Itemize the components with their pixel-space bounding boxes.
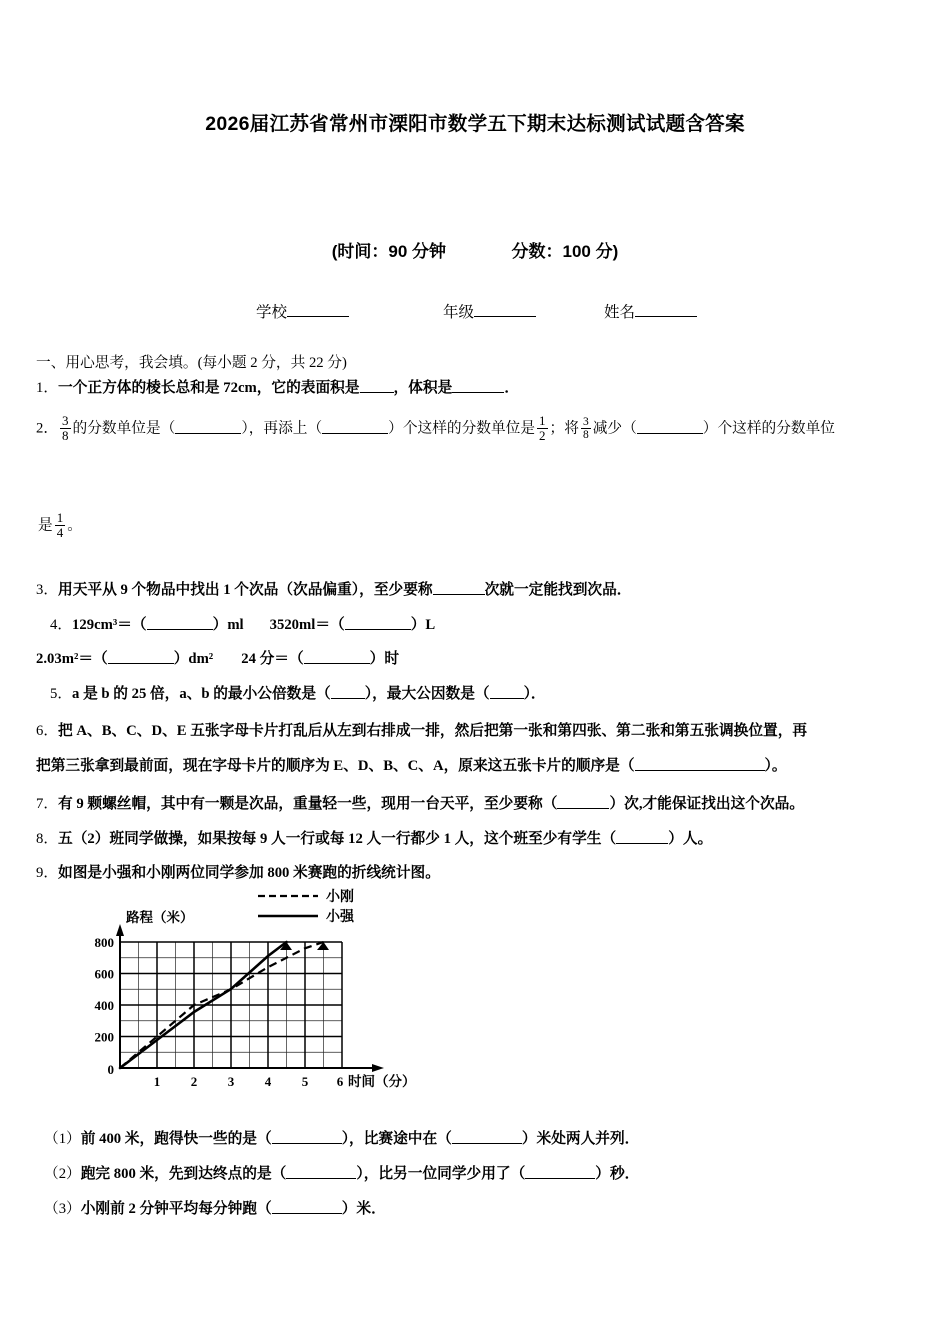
- page-title: 2026届江苏省常州市溧阳市数学五下期末达标测试试题含答案: [205, 113, 745, 135]
- field-name-blank[interactable]: [635, 303, 697, 317]
- q9-3-b: ）米．: [341, 1201, 386, 1217]
- q3-text-b: 次就一定能找到次品．: [484, 582, 632, 598]
- chart-y-ticks: [95, 935, 115, 1077]
- q4-l2-c: 24 分＝（: [241, 651, 304, 667]
- legend-label-xiaogang: 小刚: [326, 888, 354, 904]
- field-school: [256, 300, 349, 322]
- q9-1-blank-2[interactable]: [452, 1131, 522, 1144]
- line-chart-800m-race: [40, 880, 460, 1120]
- q2-text-f: ）个这样的分数单位: [702, 420, 835, 437]
- q2-f1-numerator: 3: [62, 413, 69, 428]
- question-8: [36, 828, 712, 851]
- exam-time-label: (时间：90 分钟: [331, 242, 447, 261]
- q2-text-c: ）个这样的分数单位是: [388, 420, 536, 437]
- q9-2-c: ）秒．: [595, 1166, 640, 1182]
- q4-l1-c: 3520ml＝（: [269, 617, 345, 633]
- q3-blank-1[interactable]: [433, 582, 485, 595]
- q7-number: 7．: [36, 796, 59, 812]
- q2-fraction-3-8: [60, 414, 71, 442]
- q8-text-a: 五（2）班同学做操，如果按每 9 人一行或每 12 人一行都少 1 人，这个班至少有学生（: [58, 831, 617, 847]
- question-4-line1: [50, 614, 435, 637]
- q4-l2-a: 2.03m²＝（: [36, 651, 108, 667]
- q9-1-c: ）米处两人并列．: [521, 1131, 640, 1147]
- q4-l2-b: ）dm²: [173, 651, 214, 667]
- q9-2-label: （2）: [44, 1166, 81, 1182]
- xtick-1: 1: [153, 1074, 161, 1089]
- q2-text-e: 减少（: [592, 420, 637, 437]
- q2-f3-numerator: 3: [582, 415, 589, 428]
- q2-fraction-1-4: [55, 511, 66, 539]
- chart-axes: [116, 924, 384, 1072]
- field-name: [604, 300, 697, 322]
- q9-1-label: （1）: [44, 1131, 81, 1147]
- q4-l1-b: ）ml: [212, 617, 244, 633]
- q2-fraction-3-8-b: [581, 416, 591, 441]
- q4-l1-a: 129cm³＝（: [72, 617, 147, 633]
- question-4-line2: [36, 648, 399, 671]
- question-6-line1: [36, 720, 807, 743]
- q6-line2-b: ）。: [764, 758, 787, 774]
- question-9-sub-2: [44, 1163, 639, 1186]
- q9-2-b: ），比另一位同学少用了（: [356, 1166, 526, 1182]
- q1-blank-1[interactable]: [360, 380, 394, 393]
- q1-number: 1．: [36, 380, 59, 396]
- q2-text-b: ），再添上（: [241, 420, 323, 437]
- exam-score-label: 分数：100 分): [511, 242, 619, 261]
- chart-legend: [258, 888, 355, 924]
- chart-x-axis-title: 时间（分）: [348, 1074, 416, 1089]
- q8-text-b: ）人。: [668, 831, 713, 847]
- q8-blank-1[interactable]: [616, 831, 668, 844]
- ytick-200: 200: [94, 1029, 114, 1045]
- q9-text: 如图是小强和小刚两位同学参加 800 米赛跑的折线统计图。: [58, 865, 440, 881]
- xtick-4: 4: [264, 1074, 272, 1089]
- q3-text-a: 用天平从 9 个物品中找出 1 个次品（次品偏重），至少要称: [58, 582, 433, 598]
- q2-blank-1[interactable]: [175, 421, 241, 434]
- xtick-6: 6: [336, 1074, 344, 1089]
- q9-3-label: （3）: [44, 1201, 81, 1217]
- q1-blank-2[interactable]: [452, 380, 504, 393]
- q4-l2-d: ）时: [369, 651, 400, 667]
- q2-f1-denominator: 8: [62, 427, 69, 443]
- q9-1-blank-1[interactable]: [272, 1131, 342, 1144]
- q9-3-a: 小刚前 2 分钟平均每分钟跑（: [80, 1201, 272, 1217]
- q1-text-b: ，体积是: [393, 380, 453, 396]
- question-3: [36, 579, 631, 602]
- xtick-5: 5: [301, 1074, 309, 1089]
- q6-line1: 把 A、B、C、D、E 五张字母卡片打乱后从左到右排成一排，然后把第一张和第四张、第二张和第五张调换位置，再: [58, 723, 808, 739]
- q1-text-c: ．: [504, 380, 520, 396]
- chart-grid: [120, 942, 342, 1068]
- q2-fraction-1-2: [537, 414, 548, 442]
- q9-1-b: ），比赛途中在（: [341, 1131, 452, 1147]
- q2-text-a: 的分数单位是（: [72, 420, 176, 437]
- ytick-800: 800: [94, 935, 114, 950]
- q9-2-blank-1[interactable]: [286, 1166, 356, 1179]
- field-grade-label: 年级: [443, 304, 475, 321]
- q9-2-blank-2[interactable]: [525, 1166, 595, 1179]
- question-2-line2: [38, 512, 82, 540]
- question-9-sub-1: [44, 1128, 639, 1151]
- question-5: [50, 683, 546, 706]
- legend-label-xiaoqiang: 小强: [326, 908, 354, 924]
- exam-meta: [0, 237, 950, 262]
- field-school-label: 学校: [256, 304, 288, 321]
- q2-f2-denominator: 2: [539, 427, 546, 443]
- q9-3-blank-1[interactable]: [272, 1201, 342, 1214]
- field-school-blank[interactable]: [287, 303, 349, 317]
- q1-text-a: 一个正方体的棱长总和是 72cm，它的表面积是: [58, 380, 360, 396]
- question-7: [36, 793, 804, 816]
- q2-line2-a: 是: [38, 517, 53, 534]
- q2-f4-denominator: 4: [56, 524, 64, 540]
- ytick-600: 600: [94, 966, 114, 982]
- q9-1-a: 前 400 米，跑得快一些的是（: [80, 1131, 272, 1147]
- q2-line2-b: 。: [67, 517, 82, 534]
- xtick-3: 3: [227, 1074, 235, 1089]
- q7-text-a: 有 9 颗螺丝帽，其中有一颗是次品，重量轻一些，现用一台天平，至少要称（: [58, 796, 558, 812]
- q5-text-b: ），最大公因数是（: [364, 686, 490, 702]
- ytick-0: 0: [107, 1062, 114, 1077]
- q2-blank-3[interactable]: [637, 421, 703, 434]
- field-grade: [443, 300, 536, 322]
- chart-x-ticks: [154, 1074, 344, 1089]
- q4-blank-1[interactable]: [147, 617, 213, 630]
- question-6-line2: [36, 755, 787, 778]
- q3-number: 3．: [36, 582, 59, 598]
- q4-blank-2[interactable]: [345, 617, 411, 630]
- q4-blank-4[interactable]: [304, 651, 370, 664]
- q5-blank-2[interactable]: [490, 686, 524, 699]
- q8-number: 8．: [36, 831, 59, 847]
- q2-blank-2[interactable]: [322, 421, 388, 434]
- q4-blank-3[interactable]: [108, 651, 174, 664]
- question-2: [36, 415, 835, 443]
- q2-number: 2．: [36, 420, 59, 437]
- question-1: [36, 377, 519, 400]
- q4-number: 4．: [50, 617, 73, 633]
- q7-blank-1[interactable]: [557, 796, 609, 809]
- q9-2-a: 跑完 800 米，先到达终点的是（: [80, 1166, 287, 1182]
- section-one-heading: 一、用心思考，我会填。(每小题 2 分，共 22 分): [36, 355, 347, 371]
- q6-line2-a: 把第三张拿到最前面，现在字母卡片的顺序为 E、D、B、C、A，原来这五张卡片的顺序是（: [36, 758, 635, 774]
- field-name-label: 姓名: [604, 304, 636, 321]
- q5-text-a: a 是 b 的 25 倍，a、b 的最小公倍数是（: [72, 686, 331, 702]
- chart-y-axis-title: 路程（米）: [126, 910, 194, 925]
- q9-number: 9．: [36, 865, 59, 881]
- ytick-400: 400: [94, 998, 114, 1013]
- xtick-2: 2: [190, 1074, 198, 1089]
- q5-text-c: ）．: [523, 686, 546, 702]
- q5-blank-1[interactable]: [331, 686, 365, 699]
- q2-f3-denominator: 8: [582, 428, 589, 441]
- q2-text-d: ；将: [549, 420, 579, 437]
- field-grade-blank[interactable]: [474, 303, 536, 317]
- q5-number: 5．: [50, 686, 73, 702]
- q2-f2-numerator: 1: [539, 413, 546, 428]
- q7-text-b: ）次,才能保证找出这个次品。: [609, 796, 805, 812]
- q6-blank-1[interactable]: [635, 758, 765, 771]
- q4-l1-d: ）L: [410, 617, 436, 633]
- q6-number: 6．: [36, 723, 59, 739]
- q2-f4-numerator: 1: [56, 510, 64, 525]
- question-9-sub-3: [44, 1198, 386, 1221]
